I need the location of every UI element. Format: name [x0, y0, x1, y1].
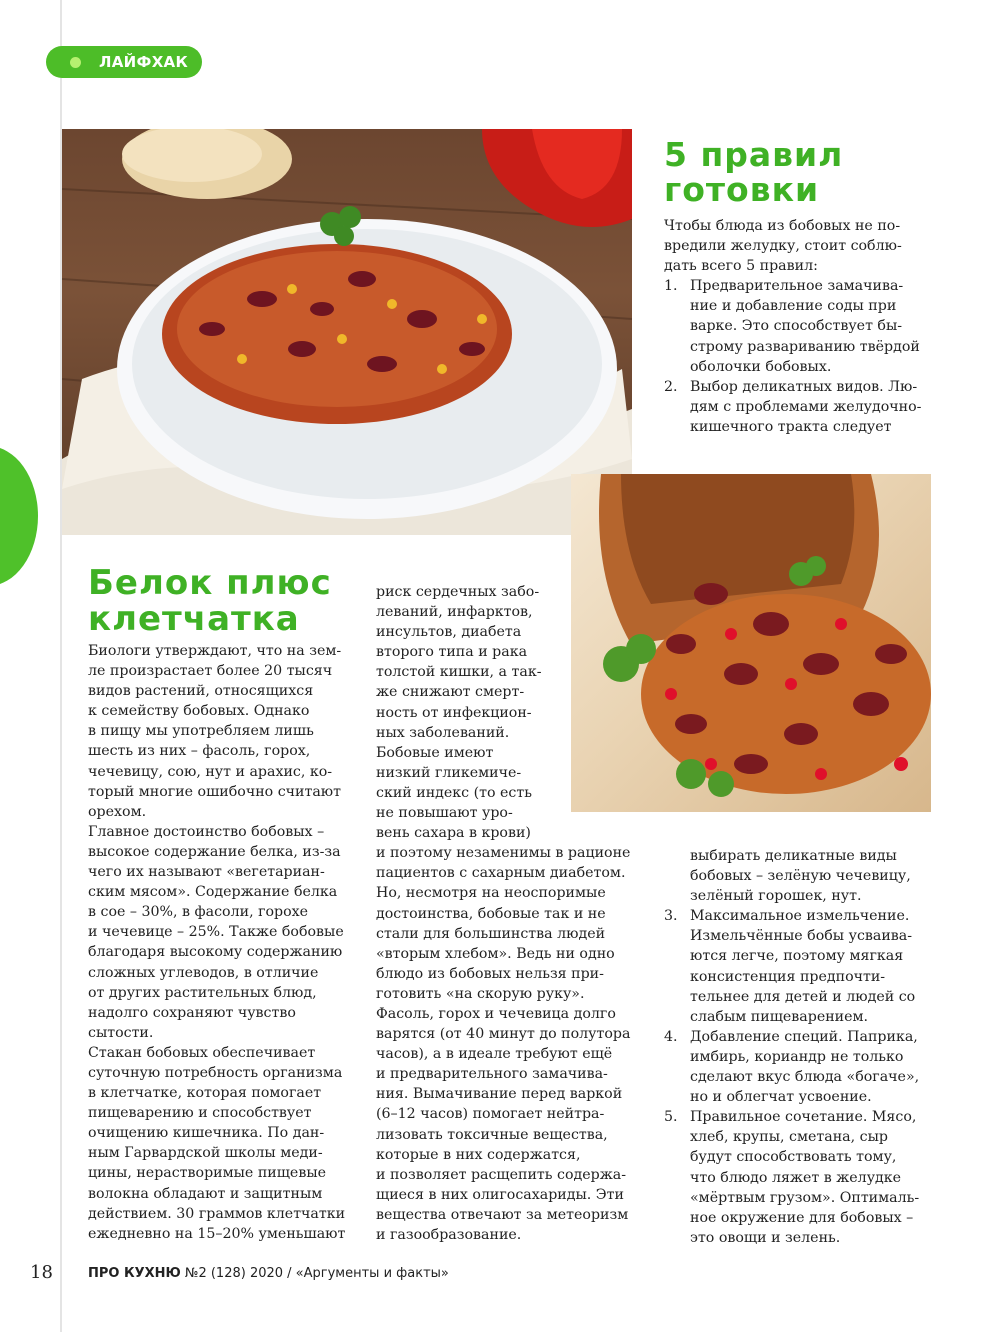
rule-line: Добавление специй. Паприка,	[690, 1028, 918, 1045]
article-line: которые в них содержатся,	[376, 1146, 581, 1163]
rule-line: имбирь, кориандр не только	[690, 1048, 904, 1065]
rule-line: но и облегчат усвоение.	[690, 1089, 872, 1106]
article-line: торый многие ошибочно считают	[88, 783, 342, 800]
bean-chili-bowl-illustration	[62, 129, 632, 535]
rule-line: бобовых – зелёную чечевицу,	[690, 868, 911, 885]
rule-line: сделают вкус блюда «богаче»,	[690, 1069, 920, 1086]
article-line: сложных углеводов, в отличие	[88, 964, 319, 981]
rules-heading-line: 5 правил	[664, 135, 844, 174]
article-line: видов растений, относящихся	[88, 683, 314, 700]
footer-magazine: ПРО КУХНЮ	[88, 1266, 181, 1281]
rules-column-top	[664, 216, 921, 437]
rule-line: выбирать деликатные виды	[690, 848, 897, 864]
article-line: и предварительного замачива-	[376, 1066, 608, 1083]
article-line: леваний, инфарктов,	[376, 604, 533, 621]
article-line: блюдо из бобовых нельзя при-	[376, 965, 604, 982]
article-line: готовить «на скорую руку».	[376, 985, 585, 1002]
rule-item-4	[664, 1027, 919, 1107]
article-line: стали для большинства людей	[376, 925, 606, 942]
article-line: благодаря высокому содержанию	[88, 944, 343, 961]
rule-item-3	[664, 906, 919, 1027]
article-line: в сое – 30%, в фасоли, горохе	[88, 904, 309, 921]
article-line: ским мясом». Содержание белка	[88, 884, 338, 901]
rule-number: 3.	[664, 908, 678, 925]
article-line: сытости.	[88, 1024, 154, 1041]
rule-number: 1.	[664, 278, 678, 295]
article-line: инсультов, диабета	[376, 624, 522, 641]
rule-item-2-continuation	[664, 846, 919, 906]
rule-line: варке. Это способствует бы-	[690, 318, 903, 335]
rule-line: что блюдо ляжет в желудке	[690, 1169, 902, 1186]
article-line: ния. Вымачивание перед варкой	[376, 1086, 623, 1103]
article-line: цины, нерастворимые пищевые	[88, 1165, 327, 1182]
article-line: низкий гликемиче-	[376, 764, 522, 781]
article-line: от других растительных блюд,	[88, 984, 317, 1001]
article-line: и позволяет расщепить содержа-	[376, 1166, 627, 1183]
article-line: чего их называют «вегетариан-	[88, 864, 325, 881]
rule-line: оболочки бобовых.	[690, 358, 832, 375]
article-line: пищеварению и способствует	[88, 1105, 312, 1122]
article-line: Фасоль, горох и чечевица долго	[376, 1005, 616, 1022]
article-line: Стакан бобовых обеспечивает	[88, 1044, 316, 1061]
page-number: 18	[30, 1262, 53, 1283]
footer-credit	[88, 1266, 449, 1281]
rule-item-1	[664, 276, 921, 376]
intro-line: Чтобы блюда из бобовых не по-	[664, 218, 901, 234]
rule-number: 5.	[664, 1109, 678, 1126]
section-badge	[46, 46, 202, 78]
article-line: действием. 30 граммов клетчатки	[88, 1205, 346, 1222]
article-line: вень сахара в крови)	[376, 825, 531, 842]
article-line: очищению кишечника. По дан-	[88, 1125, 325, 1142]
article-line: чечевицу, сою, нут и арахис, ко-	[88, 763, 333, 780]
article-line: и чечевице – 25%. Также бобовые	[88, 924, 344, 941]
rule-line: слабым пищеварением.	[690, 1008, 869, 1025]
bean-chili-bowl-photo	[62, 129, 632, 535]
article-column-b	[376, 582, 630, 1245]
article-line: толстой кишки, а так-	[376, 664, 542, 681]
intro-line: дать всего 5 правил:	[664, 258, 818, 275]
left-margin	[0, 0, 60, 1332]
article-line: в клетчатке, которая помогает	[88, 1085, 322, 1102]
rule-line: Правильное сочетание. Мясо,	[690, 1109, 917, 1126]
article-line: ных заболеваний.	[376, 724, 510, 741]
article-line: не повышают уро-	[376, 805, 513, 822]
article-line: шесть из них – фасоль, горох,	[88, 743, 311, 760]
rule-line: зелёный горошек, нут.	[690, 888, 862, 905]
rule-item-5	[664, 1107, 919, 1248]
article-line: к семейству бобовых. Однако	[88, 703, 310, 720]
article-line: волокна обладают и защитным	[88, 1185, 323, 1202]
rule-line: это овощи и зелень.	[690, 1229, 841, 1246]
article-line: Но, несмотря на неоспоримые	[376, 885, 606, 902]
article-line: же снижают смерт-	[376, 684, 525, 701]
article-line: и газообразование.	[376, 1227, 522, 1243]
rule-line: Предварительное замачива-	[690, 278, 904, 295]
article-line: Биологи утверждают, что на зем-	[88, 643, 342, 659]
article-line: щиеся в них олигосахариды. Эти	[376, 1186, 624, 1203]
article-line: вещества отвечают за метеоризм	[376, 1206, 629, 1223]
article-line: ным Гарвардской школы меди-	[88, 1145, 323, 1162]
rule-line: «мёртвым грузом». Оптималь-	[690, 1189, 920, 1206]
article-line: ле произрастает более 20 тысяч	[88, 663, 333, 680]
rule-line: ются легче, поэтому мягкая	[690, 948, 904, 965]
article-line: пациентов с сахарным диабетом.	[376, 865, 626, 882]
article-line: второго типа и рака	[376, 644, 528, 661]
article-line: и поэтому незаменимы в рационе	[376, 845, 631, 862]
rule-line: Измельчённые бобы усваива-	[690, 928, 913, 945]
rule-line: дям с проблемами желудочно-	[690, 398, 922, 415]
rules-heading-line: готовки	[664, 169, 820, 209]
rule-line: хлеб, крупы, сметана, сыр	[690, 1129, 888, 1146]
rule-line: консистенция предпочти-	[690, 968, 886, 985]
protein-heading-line: Белок плюс	[88, 563, 332, 603]
article-line: надолго сохраняют чувство	[88, 1004, 296, 1021]
article-line: ский индекс (то есть	[376, 784, 532, 801]
article-line: орехом.	[88, 803, 147, 820]
rule-line: строму развариванию твёрдой	[690, 338, 920, 355]
article-line: Бобовые имеют	[376, 744, 494, 761]
article-line: риск сердечных забо-	[376, 584, 540, 600]
rule-number: 2.	[664, 378, 678, 395]
rule-line: Выбор деликатных видов. Лю-	[690, 378, 918, 395]
rule-line: тельнее для детей и людей со	[690, 988, 916, 1005]
badge-dot-icon	[70, 57, 81, 68]
article-line: ежедневно на 15–20% уменьшают	[88, 1225, 346, 1242]
intro-line: вредили желудку, стоит соблю-	[664, 238, 902, 255]
article-line: часов), а в идеале требуют ещё	[376, 1046, 613, 1063]
rules-heading	[664, 135, 964, 209]
protein-heading	[88, 563, 332, 639]
rule-line: будут способствовать тому,	[690, 1149, 897, 1166]
article-line: Главное достоинство бобовых –	[88, 823, 325, 840]
article-line: (6–12 часов) помогает нейтра-	[376, 1106, 605, 1123]
article-line: варятся (от 40 минут до полутора	[376, 1026, 631, 1043]
footer-issue: №2 (128) 2020 / «Аргументы и факты»	[180, 1266, 449, 1281]
article-line: ность от инфекцион-	[376, 704, 532, 721]
article-line: высокое содержание белка, из-за	[88, 843, 341, 860]
article-line: суточную потребность организма	[88, 1064, 343, 1081]
article-line: лизовать токсичные вещества,	[376, 1126, 608, 1143]
rules-column-bottom	[664, 846, 919, 1248]
rule-line: кишечного тракта следует	[690, 418, 892, 435]
article-line: достоинства, бобовые так и не	[376, 905, 606, 922]
rule-line: ние и добавление соды при	[690, 298, 897, 315]
rule-number: 4.	[664, 1028, 678, 1045]
rule-line: ное окружение для бобовых –	[690, 1209, 914, 1226]
article-line: в пищу мы употребляем лишь	[88, 723, 314, 740]
rule-item-2	[664, 377, 921, 437]
rule-line: Максимальное измельчение.	[690, 908, 910, 925]
article-line: «вторым хлебом». Ведь ни одно	[376, 945, 615, 962]
article-column-a	[88, 641, 345, 1244]
section-badge-label: ЛАЙФХАК	[99, 53, 189, 71]
protein-heading-line: клетчатка	[88, 598, 300, 639]
